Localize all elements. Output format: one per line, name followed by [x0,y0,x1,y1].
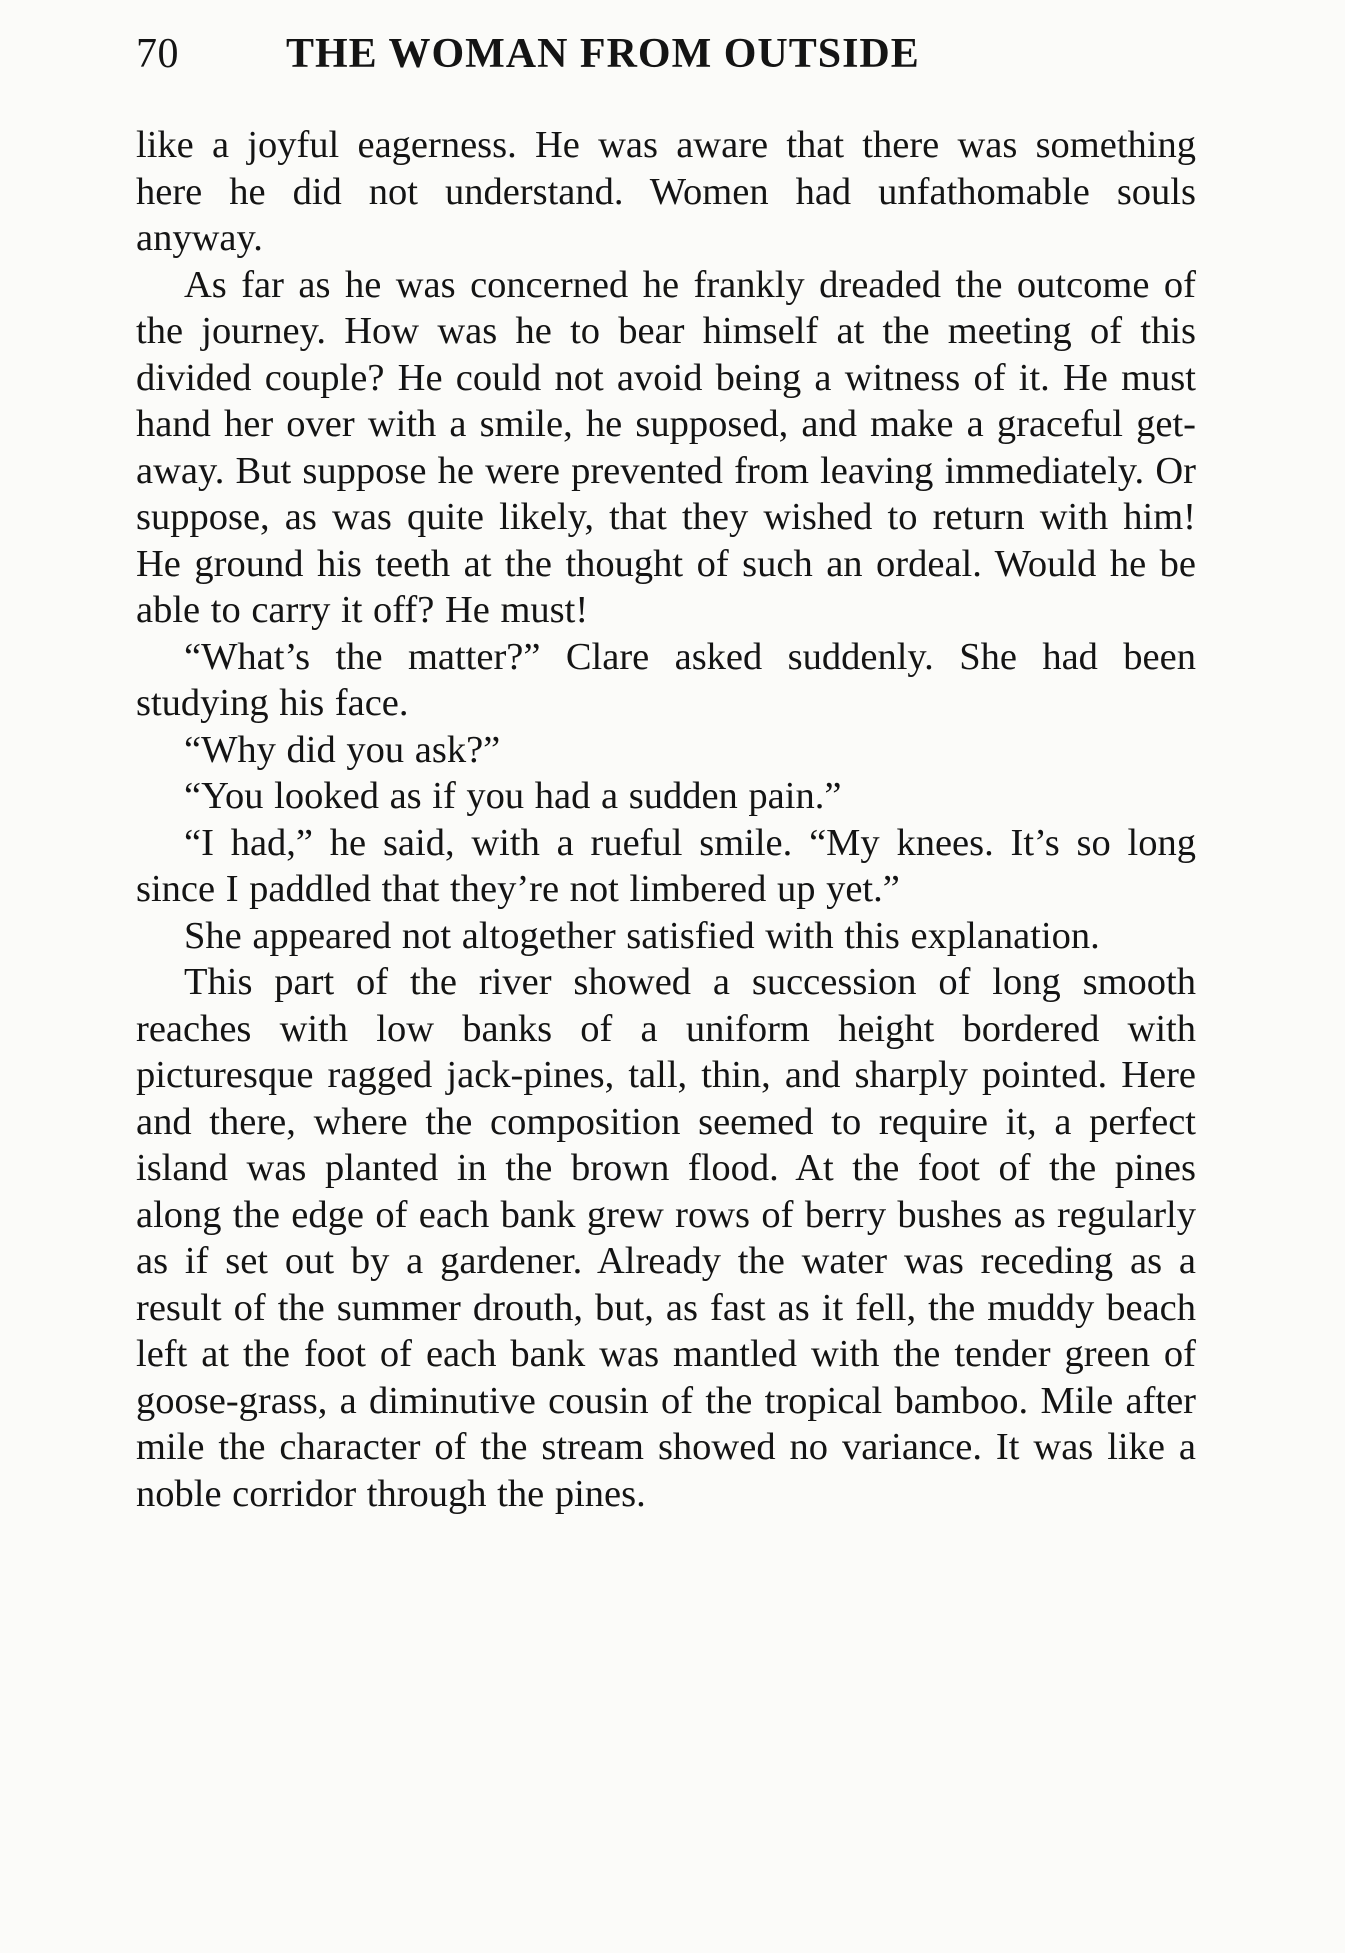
body-text [136,122,1196,1517]
paragraph-clare-question: “What’s the matter?” Clare asked suddenly. She had been studying his face. [136,635,1196,724]
running-head [136,24,1196,84]
paragraph-sudden-pain: “You looked as if you had a sudden pain.” [184,775,842,817]
paragraph-why-ask: “Why did you ask?” [184,728,501,771]
paragraph-dread-journey: As far as he was concerned he frankly dreaded the outcome of the journey. How was he to bear himself at the meeting of this divided couple? He could not avoid being a witness of it. He must hand her over with a smile, he supposed, and make a graceful get-away. But suppose he were prevented from leaving immediately. Or suppose, as was quite likely, that they wished to return with him! He ground his teeth at the thought of such an ordeal. Would he be able to carry it off? He must! [136,263,1196,631]
paragraph-knees: “I had,” he said, with a rueful smile. “My knees. It’s so long since I paddled that they’re not limbered up yet.” [136,821,1196,910]
paragraph-river-description: This part of the river showed a succession of long smooth reaches with low banks of a uniform height bordered with picturesque ragged jack-pines, tall, thin, and sharply pointed. Here and there, where the composition seemed to require it, a perfect island was planted in the brown flood. At the foot of the pines along the edge of each bank grew rows of berry bushes as regularly as if set out by a gardener. Already the water was receding as a result of the summer drouth, but, as fast as it fell, the muddy beach left at the foot of each bank was mantled with the tender green of goose-grass, a diminutive cousin of the tropical bamboo. Mile after mile the character of the stream showed no variance. It was like a noble corridor through the pines. [136,961,1196,1515]
running-title: THE WOMAN FROM OUTSIDE [286,31,920,77]
page-number: 70 [136,31,179,77]
paragraph-not-satisfied: She appeared not altogether satisfied with this explanation. [184,914,1100,957]
paragraph-continuation: like a joyful eagerness. He was aware that there was something here he did not understand. Women had unfathomable souls anyway. [136,124,1196,259]
